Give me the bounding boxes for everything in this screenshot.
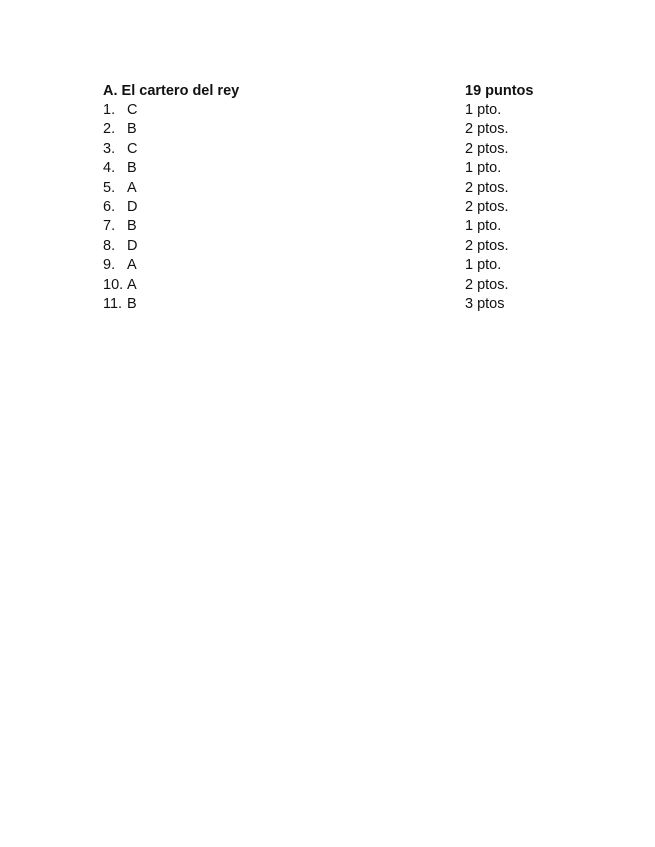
answer-letter: B xyxy=(127,218,137,235)
answer-letter: B xyxy=(127,121,137,138)
answer-row xyxy=(103,179,543,198)
question-number: 9. xyxy=(103,257,116,274)
question-number: 3. xyxy=(103,140,116,157)
question-points: 2 ptos. xyxy=(465,198,509,215)
section-header xyxy=(103,82,543,102)
question-points: 1 pto. xyxy=(465,102,502,118)
answer-letter: C xyxy=(127,102,138,118)
answer-key-list xyxy=(103,101,543,314)
answer-row xyxy=(103,237,543,256)
question-points: 1 pto. xyxy=(465,218,502,235)
question-number: 2. xyxy=(103,121,116,138)
answer-letter: A xyxy=(127,257,137,274)
answer-row xyxy=(103,101,543,120)
answer-row xyxy=(103,198,543,217)
question-number: 4. xyxy=(103,160,116,177)
answer-row xyxy=(103,276,543,295)
answer-letter: D xyxy=(127,237,138,254)
answer-letter: C xyxy=(127,140,138,157)
question-points: 2 ptos. xyxy=(465,276,509,293)
question-number: 1. xyxy=(103,102,116,118)
question-number: 5. xyxy=(103,179,116,196)
answer-letter: A xyxy=(127,179,137,196)
question-points: 1 pto. xyxy=(465,160,502,177)
answer-row xyxy=(103,217,543,236)
question-points: 2 ptos. xyxy=(465,237,509,254)
answer-letter: D xyxy=(127,198,138,215)
answer-letter: B xyxy=(127,160,137,177)
section-title: A. El cartero del rey xyxy=(103,83,240,99)
answer-letter: A xyxy=(127,276,137,293)
question-number: 8. xyxy=(103,237,116,254)
answer-letter: B xyxy=(127,295,137,312)
answer-row xyxy=(103,120,543,139)
section-total-points: 19 puntos xyxy=(465,83,534,99)
question-number: 11. xyxy=(103,295,123,312)
question-number: 7. xyxy=(103,218,116,235)
question-points: 1 pto. xyxy=(465,257,502,274)
answer-row xyxy=(103,256,543,275)
question-points: 3 ptos xyxy=(465,295,505,312)
answer-row xyxy=(103,140,543,159)
question-points: 2 ptos. xyxy=(465,121,509,138)
answer-row xyxy=(103,159,543,178)
question-number: 10. xyxy=(103,276,124,293)
question-number: 6. xyxy=(103,198,116,215)
question-points: 2 ptos. xyxy=(465,140,509,157)
answer-row xyxy=(103,295,543,314)
question-points: 2 ptos. xyxy=(465,179,509,196)
